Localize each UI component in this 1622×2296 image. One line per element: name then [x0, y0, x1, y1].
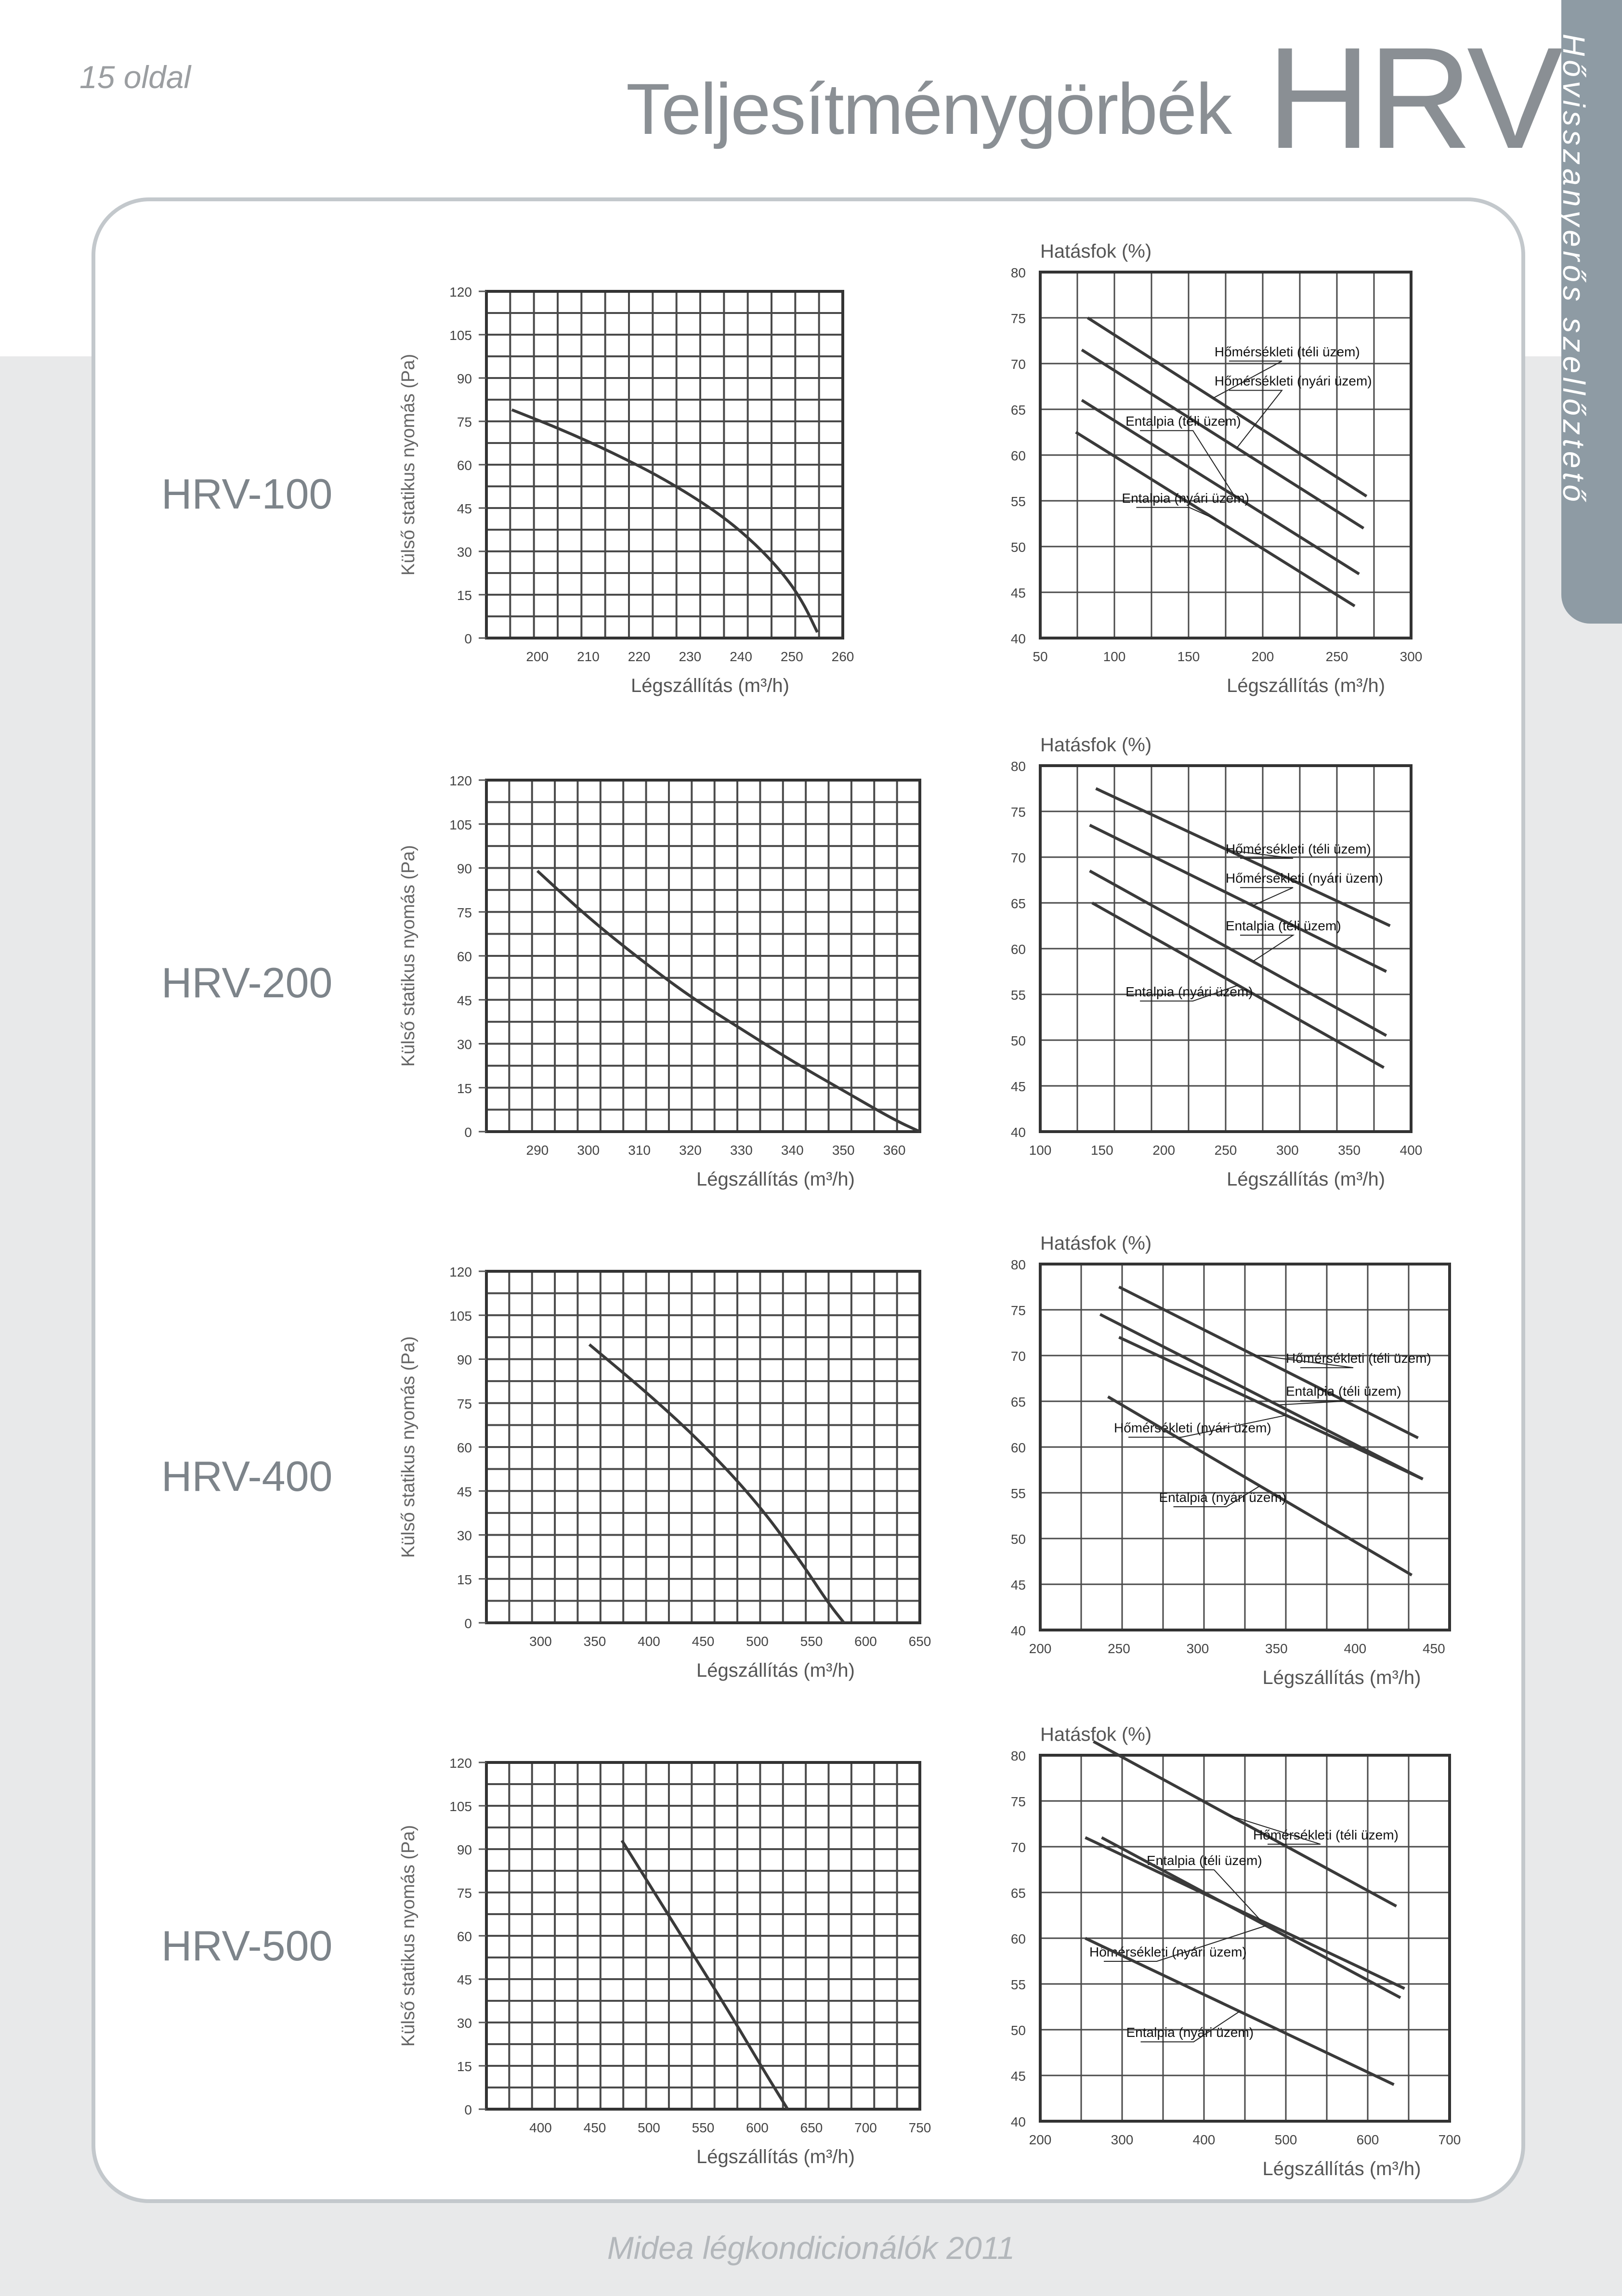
- x-tick-label: 240: [730, 649, 752, 664]
- y-tick-label: 75: [457, 415, 472, 430]
- side-tab-label: Hővisszanyerős szellőztető: [1557, 34, 1591, 506]
- x-tick-label: 310: [628, 1143, 651, 1158]
- x-tick-label: 600: [746, 2120, 769, 2135]
- x-tick-label: 450: [583, 2120, 606, 2135]
- hrv100-eff-chart: [1010, 241, 1423, 696]
- x-tick-label: 220: [628, 649, 651, 664]
- y-tick-label: 55: [1010, 494, 1026, 509]
- x-tick-label: 350: [583, 1634, 606, 1649]
- series-label: Entalpia (téli üzem): [1125, 414, 1241, 429]
- hrv500-pressure-chart: [398, 1756, 931, 2167]
- x-tick-label: 350: [1265, 1641, 1288, 1656]
- x-tick-label: 650: [800, 2120, 823, 2135]
- x-tick-label: 600: [1356, 2132, 1379, 2147]
- y-tick-label: 70: [1010, 1349, 1026, 1364]
- chart-title: Hatásfok (%): [1040, 1233, 1152, 1254]
- x-tick-label: 320: [679, 1143, 702, 1158]
- x-tick-label: 50: [1033, 649, 1048, 664]
- x-tick-label: 330: [730, 1143, 753, 1158]
- y-tick-label: 65: [1010, 896, 1026, 911]
- y-tick-label: 60: [1010, 448, 1026, 463]
- x-axis-label: Légszállítás (m³/h): [1262, 2158, 1421, 2179]
- y-tick-label: 80: [1010, 1748, 1026, 1763]
- y-tick-label: 90: [457, 371, 472, 386]
- y-tick-label: 50: [1010, 540, 1026, 555]
- y-tick-label: 55: [1010, 1486, 1026, 1501]
- chart-title: Hatásfok (%): [1040, 734, 1152, 756]
- x-tick-label: 400: [529, 2120, 552, 2135]
- series-label: Hőmérsékleti (nyári üzem): [1089, 1944, 1247, 1959]
- y-tick-label: 60: [457, 1440, 472, 1455]
- y-tick-label: 120: [449, 773, 472, 788]
- y-tick-label: 90: [457, 861, 472, 876]
- x-tick-label: 100: [1029, 1143, 1052, 1158]
- model-label-hrv500: HRV-500: [161, 1922, 333, 1970]
- series-label: Entalpia (nyári üzem): [1122, 490, 1249, 506]
- hrv400-eff-chart: [1010, 1233, 1450, 1688]
- y-tick-label: 60: [457, 949, 472, 964]
- brand-title: HRV: [1267, 17, 1560, 179]
- y-tick-label: 105: [449, 328, 472, 343]
- x-tick-label: 300: [1276, 1143, 1299, 1158]
- y-tick-label: 45: [1010, 586, 1026, 600]
- x-tick-label: 260: [831, 649, 854, 664]
- y-tick-label: 75: [1010, 311, 1026, 326]
- x-axis-label: Légszállítás (m³/h): [696, 1169, 855, 1190]
- x-tick-label: 500: [746, 1634, 769, 1649]
- hrv400-pressure-chart: [398, 1265, 931, 1681]
- chart-title: Hatásfok (%): [1040, 1724, 1152, 1745]
- x-tick-label: 250: [780, 649, 803, 664]
- x-axis-label: Légszállítás (m³/h): [1227, 675, 1386, 696]
- series-label: Hőmérsékleti (téli üzem): [1214, 344, 1360, 359]
- y-tick-label: 105: [449, 817, 472, 833]
- y-tick-label: 50: [1010, 2023, 1026, 2038]
- x-tick-label: 650: [908, 1634, 931, 1649]
- x-tick-label: 200: [1152, 1143, 1176, 1158]
- y-tick-label: 60: [1010, 1440, 1026, 1455]
- y-tick-label: 75: [1010, 1303, 1026, 1318]
- y-tick-label: 90: [457, 1842, 472, 1857]
- x-tick-label: 550: [692, 2120, 715, 2135]
- model-label-hrv200: HRV-200: [161, 959, 333, 1006]
- x-tick-label: 400: [638, 1634, 660, 1649]
- y-tick-label: 0: [464, 1616, 472, 1631]
- y-tick-label: 45: [457, 1972, 472, 1987]
- x-tick-label: 750: [908, 2120, 931, 2135]
- series-label: Entalpia (nyári üzem): [1126, 2025, 1254, 2040]
- y-tick-label: 45: [457, 501, 472, 516]
- y-tick-label: 15: [457, 588, 472, 603]
- y-tick-label: 45: [1010, 2069, 1026, 2084]
- x-tick-label: 400: [1400, 1143, 1423, 1158]
- x-tick-label: 300: [1186, 1641, 1209, 1656]
- x-tick-label: 450: [1422, 1641, 1445, 1656]
- x-axis-label: Légszállítás (m³/h): [631, 675, 789, 696]
- y-tick-label: 55: [1010, 988, 1026, 1003]
- y-tick-label: 50: [1010, 1033, 1026, 1048]
- x-tick-label: 300: [577, 1143, 600, 1158]
- y-axis-label: Külső statikus nyomás (Pa): [398, 845, 419, 1067]
- x-tick-label: 340: [781, 1143, 804, 1158]
- y-tick-label: 65: [1010, 1886, 1026, 1901]
- series-label: Entalpia (téli üzem): [1226, 918, 1341, 933]
- x-tick-label: 700: [1438, 2132, 1461, 2147]
- x-tick-label: 600: [854, 1634, 877, 1649]
- y-tick-label: 105: [449, 1308, 472, 1324]
- x-tick-label: 300: [529, 1634, 552, 1649]
- y-tick-label: 80: [1010, 265, 1026, 280]
- series-line: [1090, 871, 1387, 1036]
- y-axis-label: Külső statikus nyomás (Pa): [398, 353, 419, 576]
- hrv200-eff-chart: [1010, 734, 1423, 1190]
- series-label: Hőmérsékleti (téli üzem): [1286, 1351, 1431, 1366]
- y-tick-label: 0: [464, 1125, 472, 1140]
- y-tick-label: 15: [457, 1081, 472, 1096]
- series-label: Hőmérsékleti (téli üzem): [1226, 841, 1371, 857]
- series-label: Hőmérsékleti (nyári üzem): [1226, 871, 1383, 886]
- y-tick-label: 120: [449, 285, 472, 300]
- y-tick-label: 75: [457, 905, 472, 920]
- y-tick-label: 75: [1010, 1794, 1026, 1809]
- x-tick-label: 150: [1177, 649, 1200, 664]
- y-tick-label: 40: [1010, 631, 1026, 646]
- y-tick-label: 45: [457, 1484, 472, 1500]
- y-tick-label: 105: [449, 1799, 472, 1814]
- series-label: Hőmérsékleti (nyári üzem): [1214, 373, 1372, 389]
- page-title: Teljesítménygörbék: [626, 68, 1231, 149]
- y-tick-label: 60: [1010, 1931, 1026, 1946]
- y-tick-label: 60: [1010, 942, 1026, 957]
- model-label-hrv400: HRV-400: [161, 1452, 333, 1500]
- y-tick-label: 15: [457, 1572, 472, 1587]
- x-tick-label: 250: [1214, 1143, 1237, 1158]
- series-label: Entalpia (nyári üzem): [1159, 1490, 1287, 1505]
- model-label-hrv100: HRV-100: [161, 470, 333, 518]
- x-axis-label: Légszállítás (m³/h): [696, 2146, 855, 2167]
- x-axis-label: Légszállítás (m³/h): [696, 1660, 855, 1681]
- x-tick-label: 200: [1029, 1641, 1052, 1656]
- x-tick-label: 300: [1400, 649, 1423, 664]
- hrv200-pressure-chart: [398, 773, 920, 1190]
- x-tick-label: 700: [854, 2120, 877, 2135]
- y-tick-label: 70: [1010, 1840, 1026, 1855]
- series-label: Hőmérsékleti (téli üzem): [1253, 1827, 1399, 1842]
- x-tick-label: 250: [1325, 649, 1348, 664]
- y-axis-label: Külső statikus nyomás (Pa): [398, 1336, 419, 1558]
- x-tick-label: 250: [1108, 1641, 1130, 1656]
- y-tick-label: 65: [1010, 1395, 1026, 1409]
- series-line: [537, 871, 920, 1132]
- x-tick-label: 400: [1192, 2132, 1216, 2147]
- y-tick-label: 75: [457, 1396, 472, 1411]
- y-tick-label: 30: [457, 1037, 472, 1052]
- x-tick-label: 290: [526, 1143, 549, 1158]
- x-tick-label: 550: [800, 1634, 823, 1649]
- x-tick-label: 230: [679, 649, 702, 664]
- x-axis-label: Légszállítás (m³/h): [1262, 1667, 1421, 1688]
- series-label: Entalpia (nyári üzem): [1125, 984, 1253, 999]
- y-tick-label: 75: [457, 1886, 472, 1901]
- x-tick-label: 400: [1344, 1641, 1367, 1656]
- y-tick-label: 75: [1010, 805, 1026, 820]
- y-tick-label: 80: [1010, 1257, 1026, 1272]
- x-tick-label: 100: [1103, 649, 1126, 664]
- footer-text: Midea légkondicionálók 2011: [607, 2230, 1015, 2266]
- y-tick-label: 45: [1010, 1079, 1026, 1094]
- y-tick-label: 0: [464, 2102, 472, 2117]
- y-tick-label: 45: [457, 993, 472, 1008]
- y-tick-label: 120: [449, 1756, 472, 1771]
- y-tick-label: 15: [457, 2059, 472, 2074]
- y-tick-label: 120: [449, 1265, 472, 1279]
- y-tick-label: 65: [1010, 403, 1026, 417]
- y-tick-label: 40: [1010, 1125, 1026, 1140]
- y-tick-label: 30: [457, 2016, 472, 2031]
- x-tick-label: 500: [638, 2120, 660, 2135]
- leader-line: [1136, 508, 1215, 519]
- hrv500-eff-chart: [1010, 1724, 1461, 2179]
- x-tick-label: 150: [1090, 1143, 1113, 1158]
- y-tick-label: 45: [1010, 1578, 1026, 1592]
- series-label: Entalpia (téli üzem): [1147, 1853, 1262, 1868]
- y-tick-label: 60: [457, 458, 472, 473]
- x-tick-label: 350: [1338, 1143, 1361, 1158]
- y-tick-label: 0: [464, 631, 472, 646]
- y-tick-label: 40: [1010, 2114, 1026, 2129]
- hrv100-pressure-chart: [398, 285, 854, 696]
- x-tick-label: 350: [832, 1143, 855, 1158]
- x-tick-label: 300: [1111, 2132, 1134, 2147]
- x-tick-label: 210: [577, 649, 600, 664]
- y-tick-label: 40: [1010, 1623, 1026, 1638]
- chart-title: Hatásfok (%): [1040, 241, 1152, 262]
- x-tick-label: 500: [1274, 2132, 1297, 2147]
- series-label: Entalpia (téli üzem): [1286, 1383, 1401, 1399]
- y-tick-label: 50: [1010, 1532, 1026, 1547]
- y-tick-label: 30: [457, 1528, 472, 1543]
- x-tick-label: 360: [883, 1143, 906, 1158]
- y-axis-label: Külső statikus nyomás (Pa): [398, 1825, 419, 2047]
- x-tick-label: 450: [692, 1634, 715, 1649]
- y-tick-label: 60: [457, 1929, 472, 1944]
- y-tick-label: 70: [1010, 850, 1026, 865]
- x-axis-label: Légszállítás (m³/h): [1227, 1169, 1386, 1190]
- x-tick-label: 200: [1029, 2132, 1052, 2147]
- x-tick-label: 200: [526, 649, 549, 664]
- page-number: 15 oldal: [79, 59, 191, 95]
- series-label: Hőmérsékleti (nyári üzem): [1114, 1420, 1271, 1435]
- y-tick-label: 70: [1010, 357, 1026, 372]
- y-tick-label: 55: [1010, 1977, 1026, 1992]
- x-tick-label: 200: [1251, 649, 1274, 664]
- y-tick-label: 80: [1010, 759, 1026, 774]
- y-tick-label: 90: [457, 1352, 472, 1368]
- y-tick-label: 30: [457, 545, 472, 560]
